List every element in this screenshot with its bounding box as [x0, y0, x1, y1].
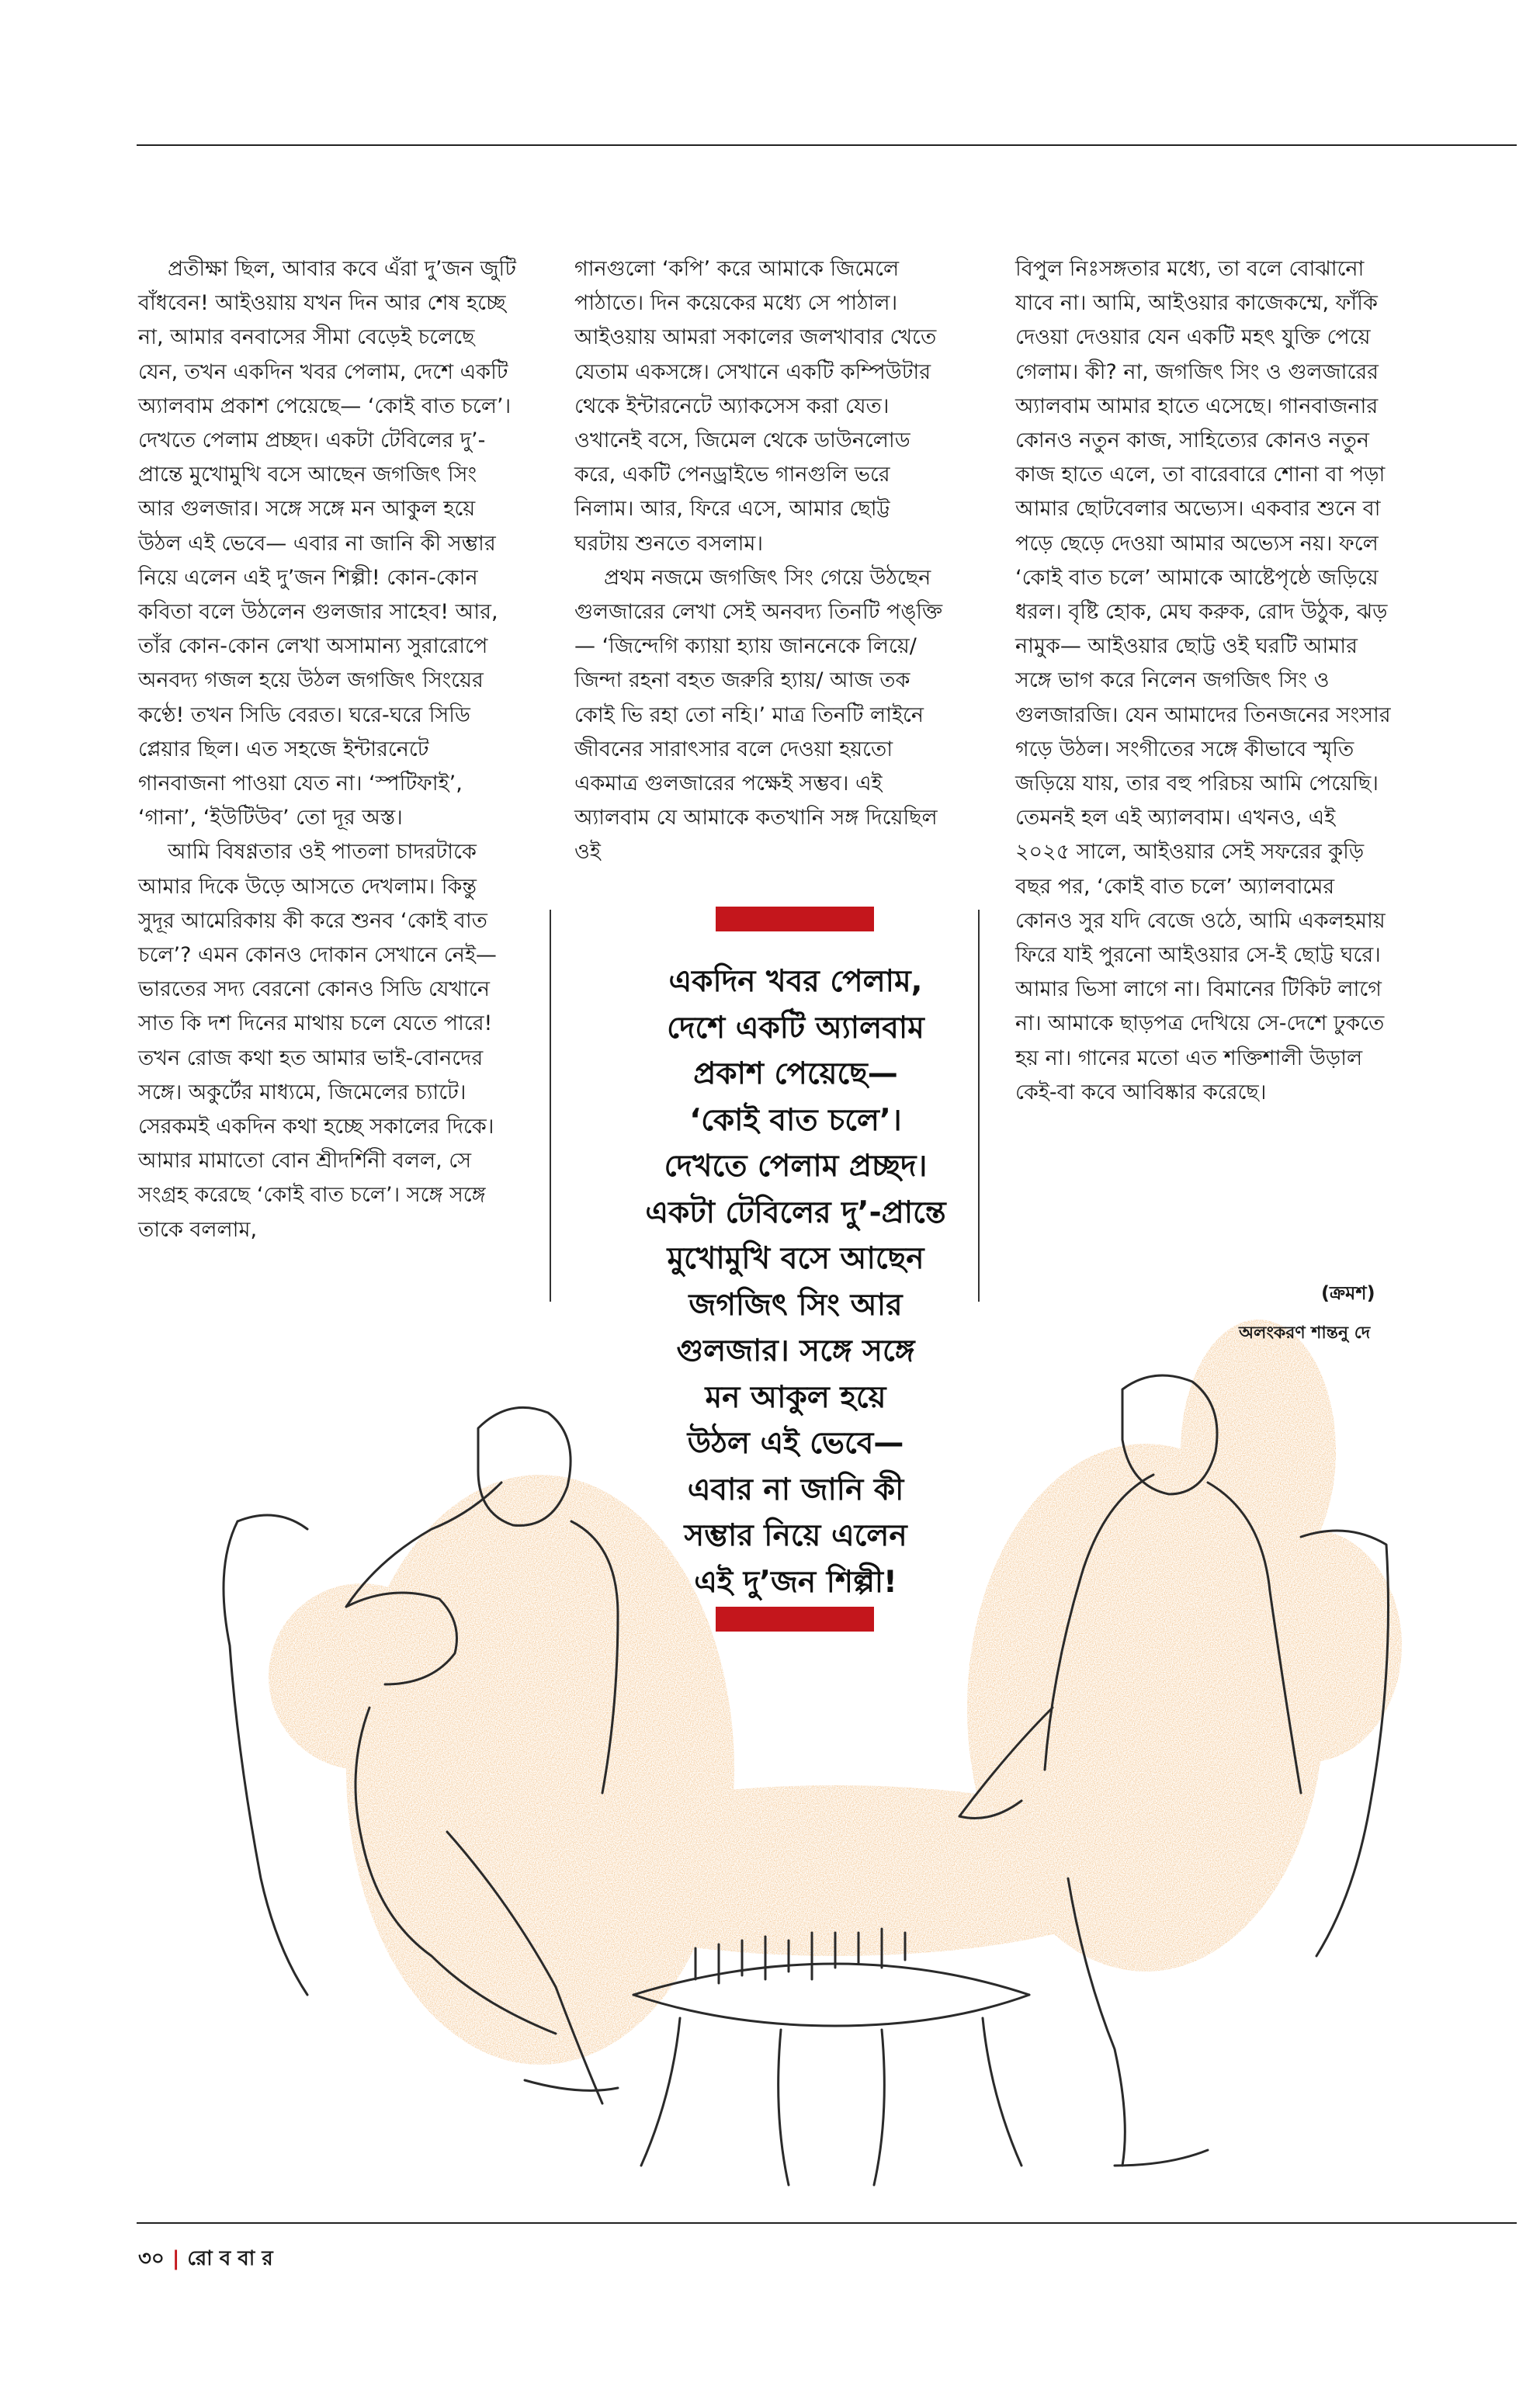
pull-quote-line: দেখতে পেলাম প্রচ্ছদ। [664, 1149, 928, 1184]
page-number: ৩০ [138, 2247, 165, 2270]
pull-quote-line: এবার না জানি কী [687, 1472, 904, 1507]
pull-quote-line: সম্ভার নিয়ে এলেন [684, 1518, 907, 1553]
pull-quote-line: মন আকুল হয়ে [705, 1379, 886, 1415]
pull-quote-line: একটা টেবিলের দু’-প্রান্তে [645, 1195, 946, 1230]
article-column-2 [574, 252, 947, 870]
pull-quote-line: মুখোমুখি বসে আছেন [667, 1241, 924, 1276]
pull-quote-line: গুলজার। সঙ্গে সঙ্গে [676, 1333, 915, 1368]
pull-quote-line: প্রকাশ পেয়েছে— [693, 1056, 898, 1091]
page-footer [138, 2242, 273, 2277]
pull-quote [574, 959, 1017, 1605]
pull-quote-line: দেশে একটি অ্যালবাম [667, 1010, 924, 1046]
pull-quote-line: ‘কোই বাত চলে’। [689, 1102, 902, 1138]
pull-quote-bottom-bar [716, 1607, 874, 1632]
pull-quote-line: এই দু’জন শিল্পী! [694, 1564, 897, 1600]
column-divider [550, 910, 551, 1302]
magazine-name: রো ব বা র [187, 2247, 273, 2270]
article-column-1 [138, 252, 519, 1247]
series-marker: (ক্রমশ) [1321, 1282, 1375, 1304]
article-column-3 [1015, 252, 1393, 1110]
paragraph: প্রতীক্ষা ছিল, আবার কবে এঁরা দু’জন জুটি বাঁধবেন! আইওয়ায় যখন দিন আর শেষ হচ্ছে না, আমার বনবাসের সীমা বেড়েই চলেছে যেন, তখন একদিন খবর পেলাম, দেশে একটি অ্যালবাম প্রকাশ পেয়েছে— ‘কোই বাত চলে’। দেখতে পেলাম প্রচ্ছদ। একটা টেবিলের দু’-প্রান্তে মুখোমুখি বসে আছেন জগজিৎ সিং আর গুলজার। সঙ্গে সঙ্গে মন আকুল হয়ে উঠল এই ভেবে— এবার না জানি কী সম্ভার নিয়ে এলেন এই দু’জন শিল্পী! কোন-কোন কবিতা বলে উঠলেন গুলজার সাহেব! আর, তাঁর কোন-কোন লেখা অসামান্য সুরারোপে অনবদ্য গজল হয়ে উঠল জগজিৎ সিংয়ের কণ্ঠে! তখন সিডি বেরত। ঘরে-ঘরে সিডি প্লেয়ার ছিল। এত সহজে ইন্টারনেটে গানবাজনা পাওয়া যেত না। ‘স্পটিফাই’, ‘গানা’, ‘ইউটিউব’ তো দূর অস্ত। [138, 257, 516, 831]
pull-quote-top-bar [716, 907, 874, 931]
bottom-rule [137, 2222, 1517, 2224]
paragraph: গানগুলো ‘কপি’ করে আমাকে জিমেলে পাঠাতে। দিন কয়েকের মধ্যে সে পাঠাল। আইওয়ায় আমরা সকালের জলখাবার খেতে যেতাম একসঙ্গে। সেখানে একটি কম্পিউটার থেকে ইন্টারনেটে অ্যাকসেস করা যেত। ওখানেই বসে, জিমেল থেকে ডাউনলোড করে, একটি পেনড্রাইভে গানগুলি ভরে নিলাম। আর, ফিরে এসে, আমার ছোট্ট ঘরটায় শুনতে বসলাম। [574, 257, 937, 556]
top-rule [137, 144, 1517, 146]
footer-separator: | [172, 2247, 180, 2270]
pull-quote-line: উঠল এই ভেবে— [687, 1426, 904, 1461]
paragraph: আমি বিষণ্ণতার ওই পাতলা চাদরটাকে আমার দিকে উড়ে আসতে দেখলাম। কিন্তু সুদূর আমেরিকায় কী করে শুনব ‘কোই বাত চলে’? এমন কোনও দোকান সেখানে নেই— ভারতের সদ্য বেরনো কোনও সিডি যেখানে সাত কি দশ দিনের মাথায় চলে যেতে পারে! তখন রোজ কথা হত আমার ভাই-বোনদের সঙ্গে। অকুর্টের মাধ্যমে, জিমেলের চ্যাটে। সেরকমই একদিন কথা হচ্ছে সকালের দিকে। আমার মামাতো বোন শ্রীদর্শিনী বলল, সে সংগ্রহ করেছে ‘কোই বাত চলে’। সঙ্গে সঙ্গে তাকে বললাম, [138, 840, 497, 1242]
paragraph: প্রথম নজমে জগজিৎ সিং গেয়ে উঠছেন গুলজারের লেখা সেই অনবদ্য তিনটি পঙ্‌ক্তি— ‘জিন্দেগি ক্যায়া হ্যায় জাননেকে লিয়ে/ জিন্দা রহনা বহত জরুরি হ্যায়/ আজ তক কোই ভি রহা তো নহি।’ মাত্র তিনটি লাইনে জীবনের সারাৎসার বলে দেওয়া হয়তো একমাত্র গুলজারের পক্ষেই সম্ভব। এই অ্যালবাম যে আমাকে কতখানি সঙ্গ দিয়েছিল ওই [574, 565, 943, 865]
illustration-credit: অলংকরণ শান্তনু দে [1239, 1323, 1371, 1343]
pull-quote-line: জগজিৎ সিং আর [688, 1287, 903, 1323]
paragraph: বিপুল নিঃসঙ্গতার মধ্যে, তা বলে বোঝানো যাবে না। আমি, আইওয়ার কাজেকম্মে, ফাঁকি দেওয়া দেওয়ার যেন একটি মহৎ যুক্তি পেয়ে গেলাম। কী? না, জগজিৎ সিং ও গুলজারের অ্যালবাম আমার হাতে এসেছে। গানবাজনার কোনও নতুন কাজ, সাহিত্যের কোনও নতুন কাজ হাতে এলে, তা বারেবারে শোনা বা পড়া আমার ছোটবেলার অভ্যেস। একবার শুনে বা পড়ে ছেড়ে দেওয়া আমার অভ্যেস নয়। ফলে ‘কোই বাত চলে’ আমাকে আষ্টেপৃষ্ঠে জড়িয়ে ধরল। বৃষ্টি হোক, মেঘ করুক, রোদ উঠুক, ঝড় নামুক— আইওয়ার ছোট্ট ওই ঘরটি আমার সঙ্গে ভাগ করে নিলেন জগজিৎ সিং ও গুলজারজি। যেন আমাদের তিনজনের সংসার গড়ে উঠল। সংগীতের সঙ্গে কীভাবে স্মৃতি জড়িয়ে যায়, তার বহু পরিচয় আমি পেয়েছি। তেমনই হল এই অ্যালবাম। এখনও, এই ২০২৫ সালে, আইওয়ার সেই সফরের কুড়ি বছর পর, ‘কোই বাত চলে’ অ্যালবামের কোনও সুর যদি বেজে ওঠে, আমি একলহমায় ফিরে যাই পুরনো আইওয়ার সে-ই ছোট্ট ঘরে। আমার ভিসা লাগে না। বিমানের টিকিট লাগে না। আমাকে ছাড়পত্র দেখিয়ে সে-দেশে ঢুকতে হয় না। গানের মতো এত শক্তিশালী উড়াল কেই-বা কবে আবিষ্কার করেছে। [1015, 257, 1391, 1105]
pull-quote-line: একদিন খবর পেলাম, [668, 964, 923, 999]
